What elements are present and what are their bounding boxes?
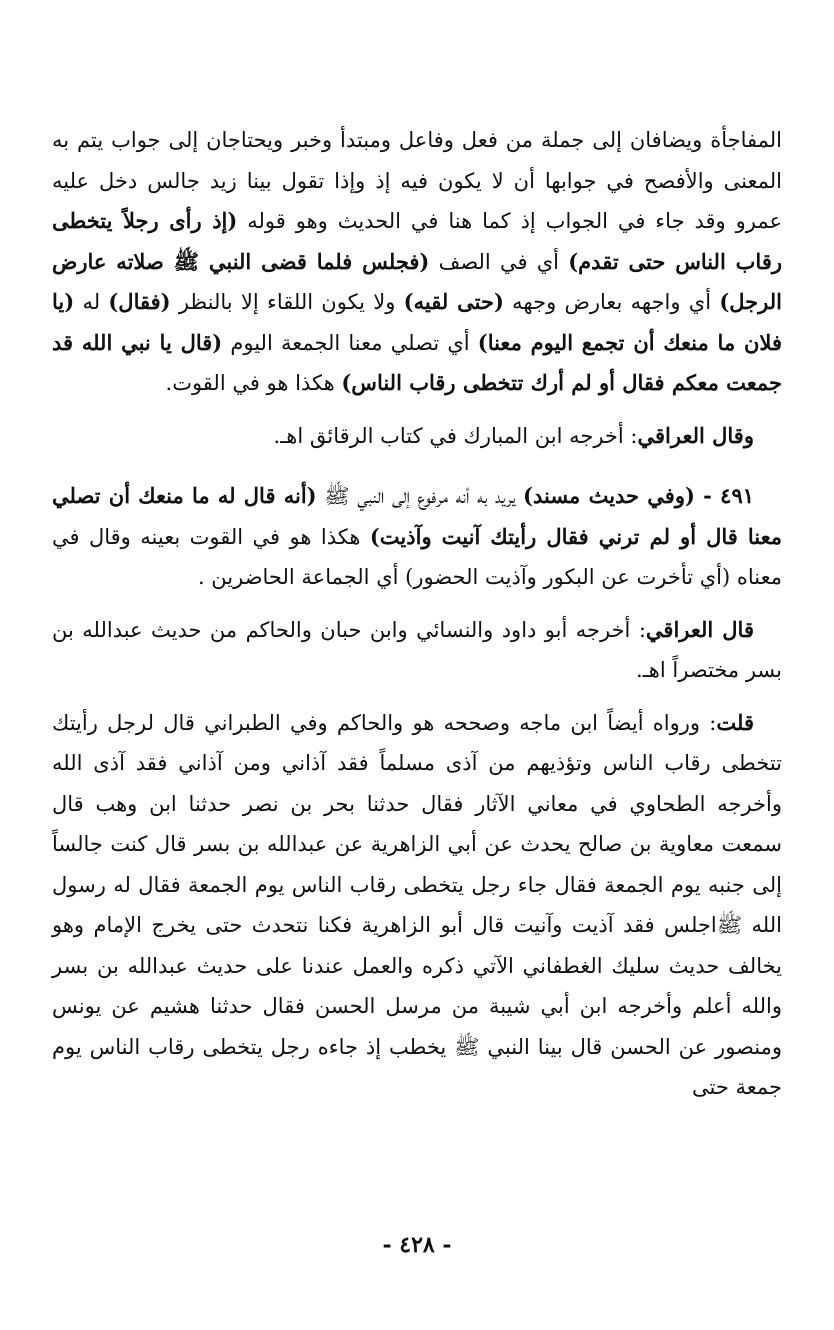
- text-segment: هكذا هو في القوت بعينه وقال في معناه (أي تأخرت عن البكور وآذيت الحضور) أي الجماعة الحاضرين .: [52, 524, 782, 589]
- text-segment: : أخرجه ابن المبارك في كتاب الرقائق اهـ.: [273, 423, 638, 448]
- bold-quote-segment: (يا فلان ما منعك أن تجمع اليوم معنا): [52, 289, 782, 355]
- text-segment: ولا يكون اللقاء إلا بالنظر: [170, 290, 404, 314]
- text-segment: أي واجهه بعارض وجهه: [503, 290, 720, 314]
- text-segment: هكذا هو في القوت.: [165, 371, 342, 395]
- bold-quote-segment: قلت: [716, 709, 754, 735]
- text-segment: أي تصلي معنا الجمعة اليوم: [222, 330, 478, 355]
- text-segment: يريد به أنه مرفوع إلى النبي ﷺ: [316, 484, 524, 508]
- bold-quote-segment: (فجلس فلما قضى النبي ﷺ صلاته عارض الرجل): [52, 248, 782, 314]
- paragraph: [52, 703, 782, 1108]
- page-body: [52, 120, 782, 1108]
- bold-quote-segment: (قال يا نبي الله قد جمعت معكم فقال أو لم أرك تتخطى رقاب الناس): [52, 329, 782, 395]
- bold-quote-segment: (إذ رأى رجلاً يتخطى رقاب الناس حتى تقدم): [52, 208, 782, 274]
- paragraph: [52, 120, 782, 404]
- bold-quote-segment: (حتى لقيه): [403, 289, 504, 314]
- bold-quote-segment: (فقال): [108, 289, 171, 314]
- paragraph: [52, 476, 782, 598]
- text-segment: : أخرجه أبو داود والنسائي وابن حبان والحاكم من حديث عبدالله بن بسر مختصراً اهـ.: [52, 617, 782, 682]
- bold-quote-segment: قال العراقي: [645, 616, 754, 642]
- text-segment: أي في الصف: [429, 249, 569, 274]
- page-number: - ٤٢٨ -: [382, 1232, 452, 1258]
- bold-quote-segment: (أنه قال له ما منعك أن تصلي معنا قال أو لم ترني فقال رأيتك آنيت وآذيت): [52, 483, 782, 549]
- text-segment: المفاجأة ويضافان إلى جملة من فعل وفاعل ومبتدأ وخبر ويحتاجان إلى جواب يتم به المعنى والأفصح في جوابها أن لا يكون فيه إذ وإذا تقول بينا زيد جالس دخل عليه عمرو وقد جاء في الجواب إذ كما هنا في الحديث وهو قوله: [52, 128, 783, 233]
- text-segment: : ورواه أيضاً ابن ماجه وصححه هو والحاكم وفي الطبراني قال لرجل رأيتك تتخطى رقاب الناس وتؤذيهم من آذى مسلماً فقد آذاني ومن آذاني فقد آذى الله وأخرجه الطحاوي في معاني الآثار فقال حدثنا بحر بن نصر حدثنا ابن وهب قال سمعت معاوية بن صالح يحدث عن أبي الزاهرية عن عبدالله بن بسر قال كنت جالساً إلى جنبه يوم الجمعة فقال جاء رجل يتخطى رقاب الناس يوم الجمعة فقال له رسول الله ﷺاجلس فقد آذيت وآنيت قال أبو الزاهرية فكنا نتحدث حتى يخرج الإمام وهو يخالف حديث سليك الغطفاني الآتي ذكره والعمل عندنا على حديث عبدالله بن بسر والله أعلم وأخرجه ابن أبي شيبة من مرسل الحسن فقال حدثنا هشيم عن يونس ومنصور عن الحسن قال بينا النبي ﷺ يخطب إذ جاءه رجل يتخطى رقاب الناس يوم جمعة حتى: [52, 710, 782, 1099]
- bold-quote-segment: وقال العراقي: [637, 422, 754, 448]
- text-segment: له: [74, 290, 109, 314]
- paragraph: [52, 416, 782, 457]
- bold-quote-segment: ٤٩١ - (وفي حديث مسند): [523, 483, 755, 508]
- paragraph: [52, 610, 782, 691]
